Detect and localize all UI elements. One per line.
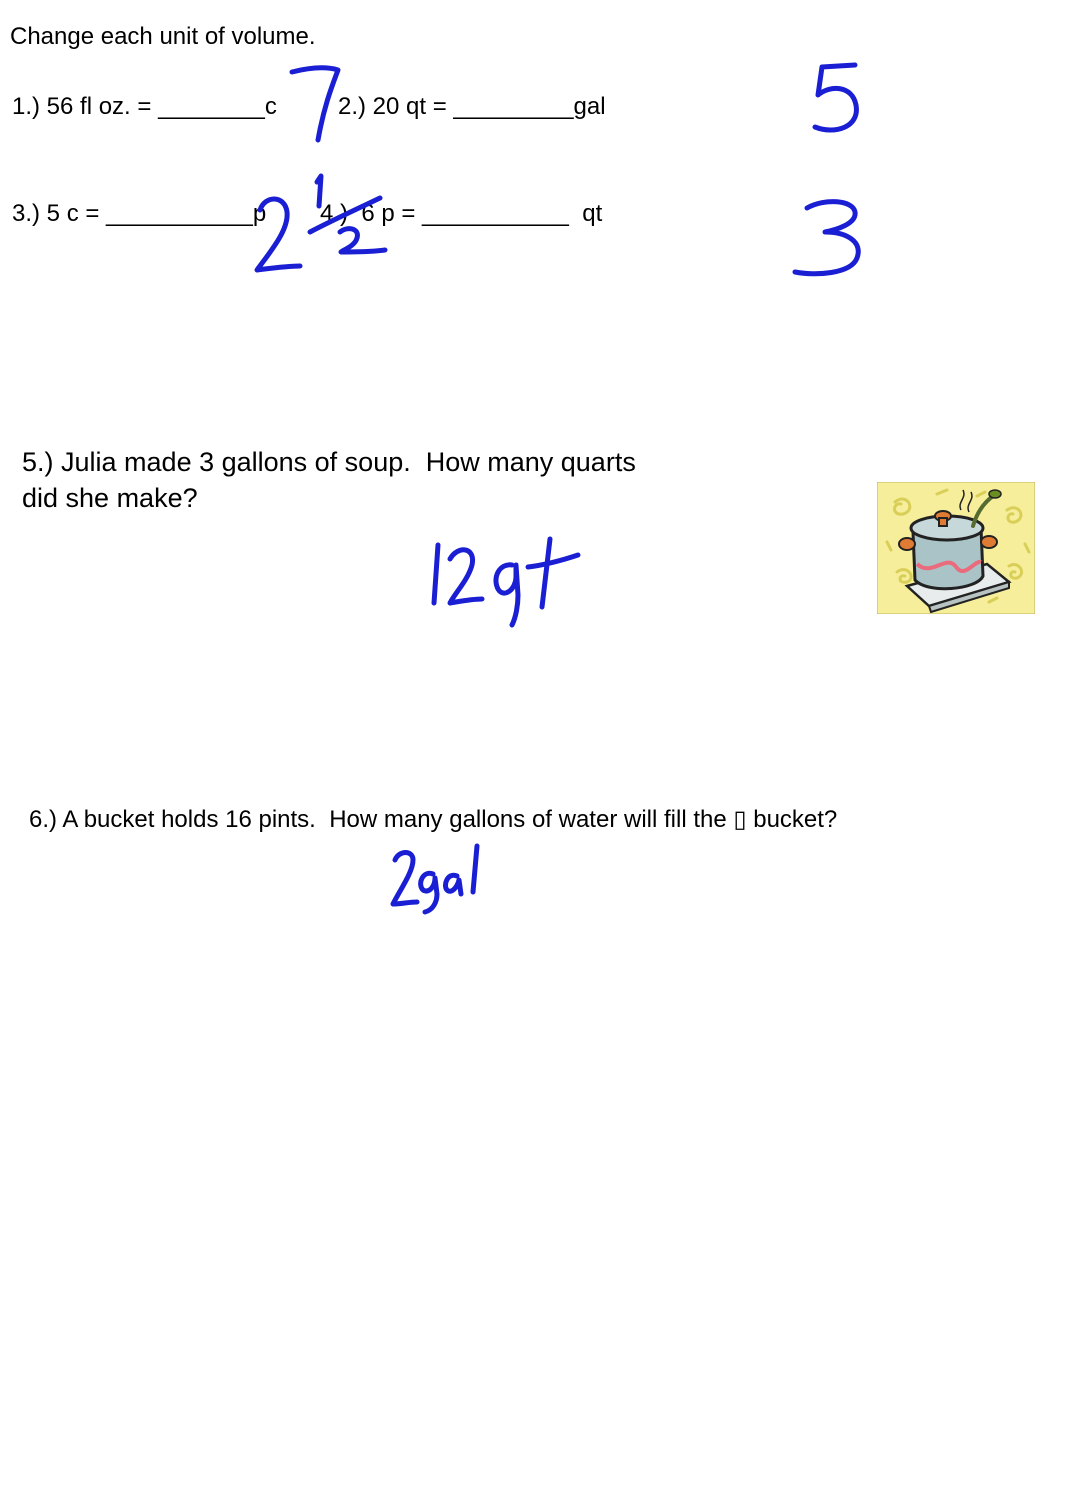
handwritten-answer-4 [785,190,875,285]
problem-6: 6.) A bucket holds 16 pints. How many gallons of water will fill the ▯ bucket? [29,806,838,833]
handwritten-answer-6 [385,838,495,918]
handwritten-answer-3 [245,170,395,280]
problem-5-line-2: did she make? [22,483,198,513]
soup-pot-on-stove-icon [877,482,1035,614]
handwritten-answer-5 [420,525,590,635]
handwritten-answer-2 [800,55,880,145]
instructions: Change each unit of volume. [10,23,316,50]
problem-2: 2.) 20 qt = _________gal [338,93,606,120]
problem-1: 1.) 56 fl oz. = ________c [12,93,277,120]
handwritten-answer-1 [280,58,350,148]
problem-5-line-1: 5.) Julia made 3 gallons of soup. How many quarts [22,447,636,477]
problem-4: 4.) 6 p = ___________ qt [320,200,603,227]
problem-3: 3.) 5 c = ___________p [12,200,267,227]
